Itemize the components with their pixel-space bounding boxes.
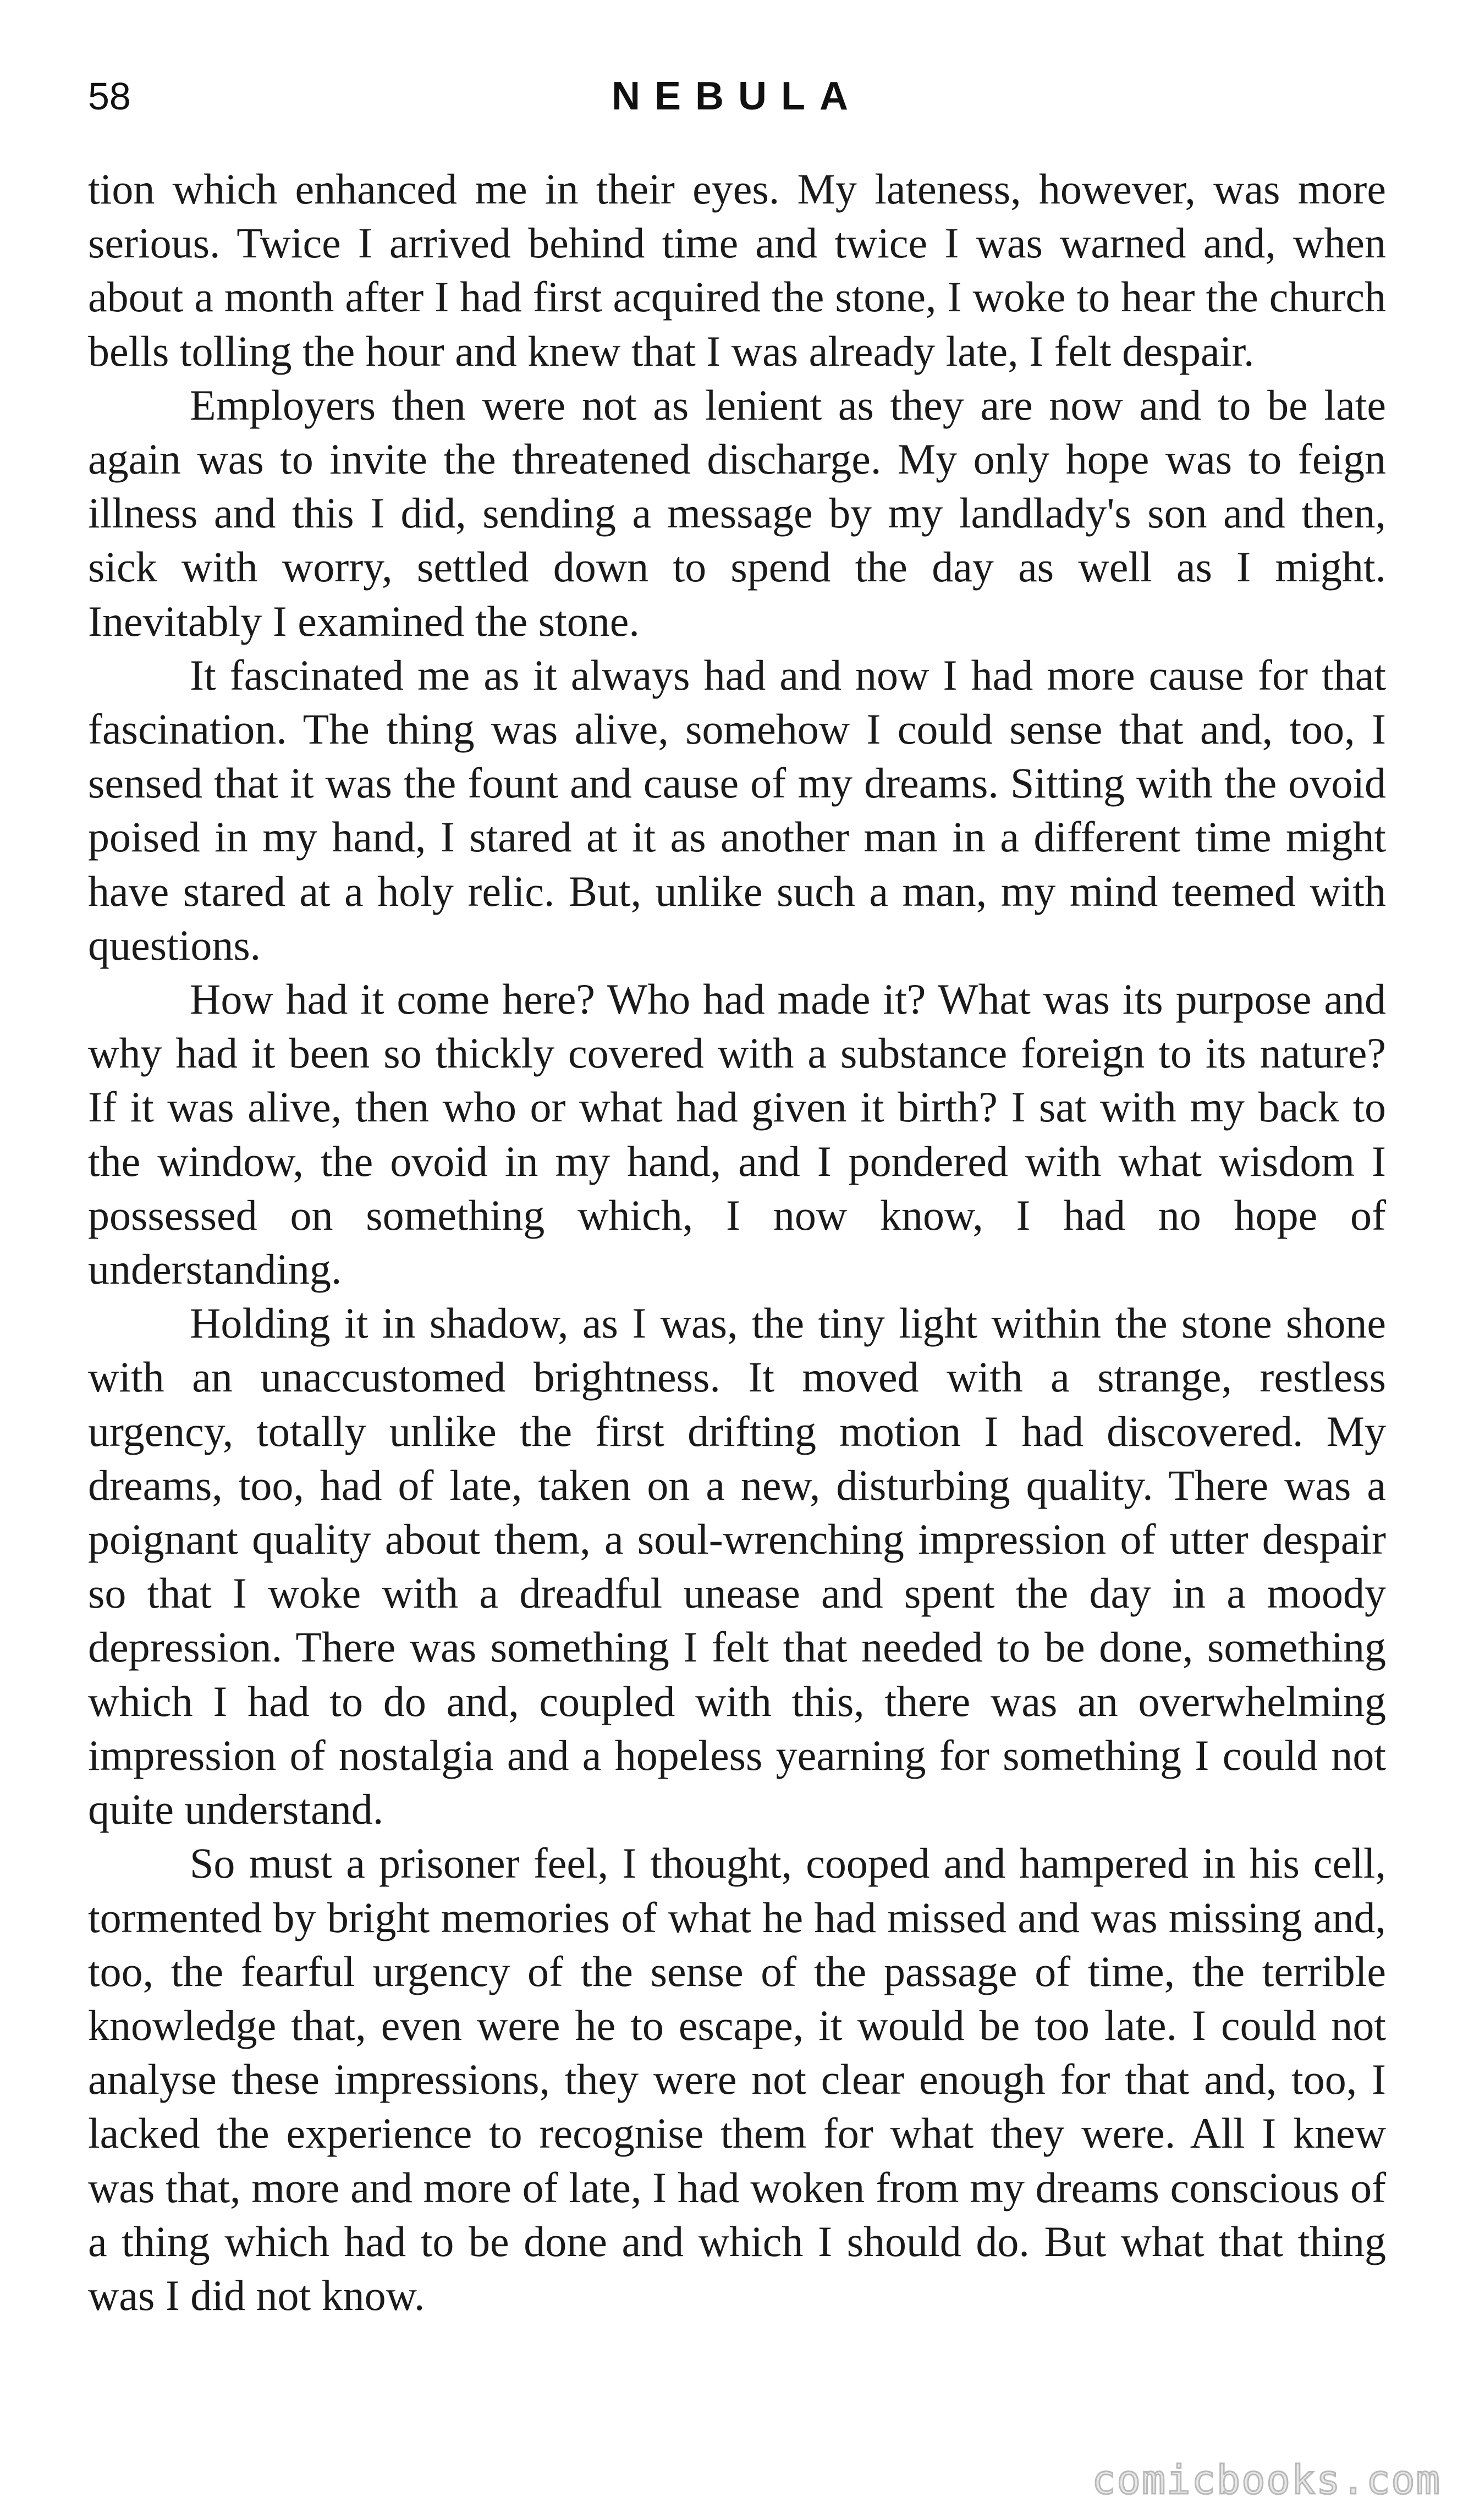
paragraph-3: It fascinated me as it always had and now I had more cause for that fascination. The thing was alive, somehow I could sense that and, too, I sensed that it was the fount and cause of my dreams. Sitting with the ovoid poised in my hand, I stared at it as another man in a different time might have stared at a holy relic. But, unlike such a man, my mind teemed with questions. bbox=[88, 651, 1386, 969]
paragraph-6: So must a prisoner feel, I thought, cooped and hampered in his cell, tormented by bright memories of what he had missed and was missing and, too, the fearful urgency of the sense of the passage of time, the terrible knowledge that, even were he to escape, it would be too late. I could not analyse these impressions, they were not clear enough for that and, too, I lacked the experience to recognise them for what they were. All I knew was that, more and more of late, I had woken from my dreams conscious of a thing which had to be done and which I should do. But what that thing was I did not know. bbox=[88, 1839, 1386, 2319]
body-text bbox=[88, 162, 1386, 2323]
paragraph-5: Holding it in shadow, as I was, the tiny light within the stone shone with an unaccustomed brightness. It moved with a strange, restless urgency, totally unlike the first drifting motion I had discovered. My dreams, too, had of late, taken on a new, disturbing quality. There was a poignant quality about them, a soul-wrenching impression of utter despair so that I woke with a dreadful unease and spent the day in a moody depression. There was something I felt that needed to be done, something which I had to do and, coupled with this, there was an overwhelming impression of nostalgia and a hopeless yearning for something I could not quite understand. bbox=[88, 1299, 1386, 1834]
page-header bbox=[88, 66, 1386, 126]
paragraph-2: Employers then were not as lenient as they are now and to be late again was to invite the threatened discharge. My only hope was to feign illness and this I did, sending a message by my landlady's son and then, sick with worry, settled down to spend the day as well as I might. Inevitably I examined the stone. bbox=[88, 381, 1386, 645]
paragraph-1: tion which enhanced me in their eyes. My lateness, however, was more serious. Twice I arrived behind time and twice I was warned and, when about a month after I had first acquired the stone, I woke to hear the church bells tolling the hour and knew that I was already late, I felt despair. bbox=[88, 165, 1386, 375]
page-number: 58 bbox=[88, 75, 131, 118]
paragraph-4: How had it come here? Who had made it? What was its purpose and why had it been so thickly covered with a substance foreign to its nature? If it was alive, then who or what had given it birth? I sat with my back to the window, the ovoid in my hand, and I pondered with what wisdom I possessed on something which, I now know, I had no hope of understanding. bbox=[88, 975, 1386, 1294]
running-title: NEBULA bbox=[612, 74, 862, 118]
watermark: comicbooks.com bbox=[1092, 2457, 1441, 2503]
